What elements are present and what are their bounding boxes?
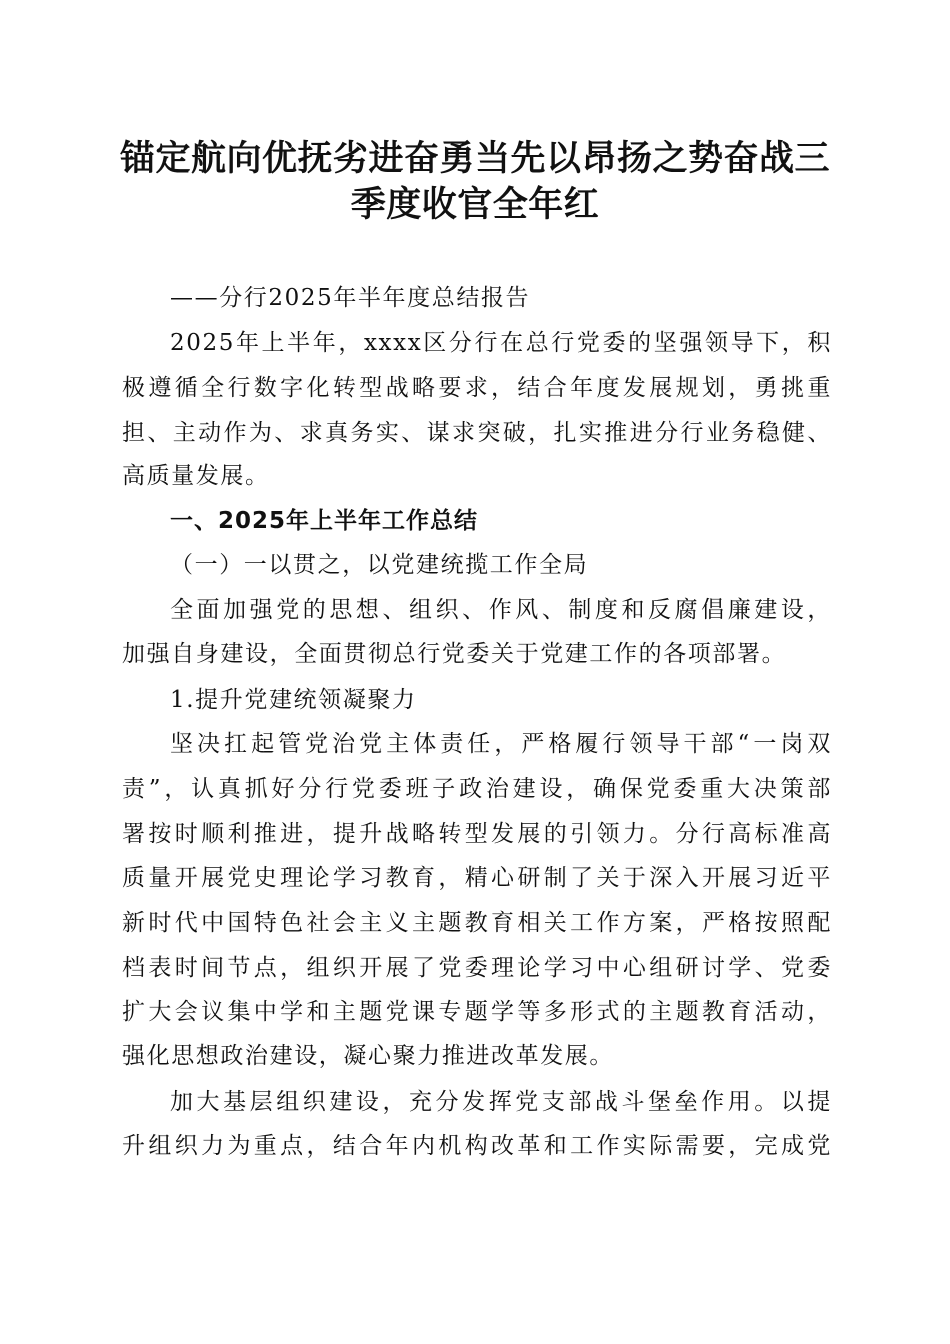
item-1-para-1-line-3: 署按时顺利推进，提升战略转型发展的引领力。分行高标准高 — [122, 821, 832, 847]
subsection-1-intro-line-1: 全面加强党的思想、组织、作风、制度和反腐倡廉建设， — [170, 597, 832, 623]
intro-line-4: 高质量发展。 — [122, 463, 270, 489]
item-1-para-1-line-1: 坚决扛起管党治党主体责任，严格履行领导干部“一岗双 — [170, 731, 832, 757]
item-1-para-1-line-2: 责”，认真抓好分行党委班子政治建设，确保党委重大决策部 — [122, 776, 832, 802]
document-subtitle: ——分行2025年半年度总结报告 — [170, 285, 531, 311]
intro-line-3: 担、主动作为、求真务实、谋求突破，扎实推进分行业务稳健、 — [122, 420, 832, 446]
item-1-para-2-line-1: 加大基层组织建设，充分发挥党支部战斗堡垒作用。以提 — [170, 1089, 832, 1115]
item-1-para-2-line-2: 升组织力为重点，结合年内机构改革和工作实际需要，完成党 — [122, 1133, 832, 1159]
document-title-line-1: 锚定航向优抚劣进奋勇当先以昂扬之势奋战三 — [119, 139, 830, 179]
item-1-para-1-line-4: 质量开展党史理论学习教育，精心研制了关于深入开展习近平 — [122, 865, 832, 891]
item-1-heading: 1.提升党建统领凝聚力 — [170, 687, 417, 713]
intro-line-1: 2025年上半年，xxxx区分行在总行党委的坚强领导下，积 — [170, 330, 832, 356]
item-1-para-1-line-6: 档表时间节点，组织开展了党委理论学习中心组研讨学、党委 — [122, 955, 832, 981]
subsection-1-intro-line-2: 加强自身建设，全面贯彻总行党委关于党建工作的各项部署。 — [122, 641, 787, 667]
item-1-para-1-line-5: 新时代中国特色社会主义主题教育相关工作方案，严格按照配 — [122, 910, 832, 936]
item-1-para-1-line-8: 强化思想政治建设，凝心聚力推进改革发展。 — [122, 1043, 614, 1069]
document-title-line-2: 季度收官全年红 — [350, 185, 600, 225]
intro-line-2: 极遵循全行数字化转型战略要求，结合年度发展规划，勇挑重 — [122, 375, 832, 401]
subsection-1-heading: （一）一以贯之，以党建统揽工作全局 — [170, 552, 589, 578]
item-1-para-1-line-7: 扩大会议集中学和主题党课专题学等多形式的主题教育活动， — [122, 999, 832, 1025]
section-1-heading: 一、2025年上半年工作总结 — [170, 508, 479, 534]
